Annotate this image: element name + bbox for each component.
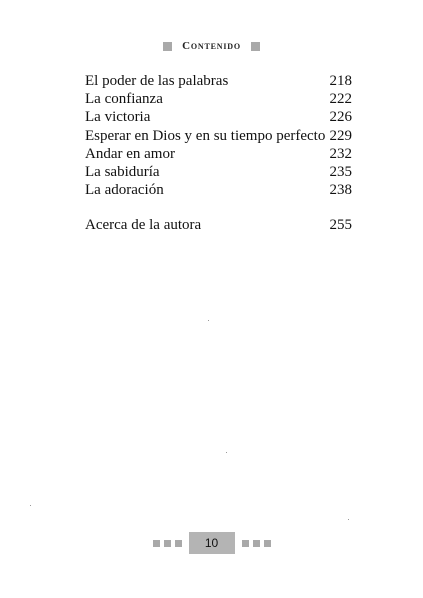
- table-of-contents: [85, 72, 352, 199]
- toc-entry: [85, 90, 352, 108]
- footer-square-ornament: [242, 540, 249, 547]
- scan-speck: [208, 320, 209, 321]
- toc-entry-title: Andar en amor: [85, 145, 175, 162]
- scan-speck: [226, 452, 227, 453]
- running-header-title: Contenido: [182, 40, 241, 52]
- scan-speck: [348, 519, 349, 520]
- toc-entry-title: La sabiduría: [85, 163, 160, 180]
- footer-square-ornament: [164, 540, 171, 547]
- toc-entry-page: 229: [329, 127, 352, 144]
- toc-entry-title: El poder de las palabras: [85, 73, 229, 89]
- footer-square-ornament: [253, 540, 260, 547]
- header-left-square-ornament: [163, 42, 172, 51]
- toc-entry-page: 218: [329, 73, 352, 89]
- toc-entry: [85, 145, 352, 163]
- toc-entry: [85, 163, 352, 181]
- toc-entry: [85, 127, 352, 145]
- toc-entry-page: 255: [329, 217, 352, 233]
- toc-entry-title: La adoración: [85, 182, 164, 199]
- toc-entry-page: 238: [329, 182, 352, 199]
- toc-entry-title: Esperar en Dios y en su tiempo perfecto: [85, 127, 326, 144]
- footer-square-ornament: [175, 540, 182, 547]
- toc-entry-page: 235: [329, 163, 352, 180]
- footer-square-ornament: [264, 540, 271, 547]
- running-header: [0, 40, 423, 52]
- page-number: 10: [189, 532, 235, 554]
- toc-entry-title: Acerca de la autora: [85, 217, 202, 233]
- toc-entry: [85, 216, 352, 234]
- toc-entry: [85, 72, 352, 90]
- table-of-contents-appendix: [85, 216, 352, 234]
- toc-entry-page: 226: [329, 109, 352, 126]
- toc-entry-page: 232: [329, 145, 352, 162]
- toc-entry-title: La confianza: [85, 91, 163, 108]
- scan-speck: [30, 505, 31, 506]
- page-footer: [0, 532, 423, 554]
- toc-entry-title: La victoria: [85, 109, 151, 126]
- footer-square-ornament: [153, 540, 160, 547]
- toc-entry: [85, 108, 352, 126]
- header-right-square-ornament: [251, 42, 260, 51]
- toc-entry-page: 222: [329, 91, 352, 108]
- toc-entry: [85, 181, 352, 199]
